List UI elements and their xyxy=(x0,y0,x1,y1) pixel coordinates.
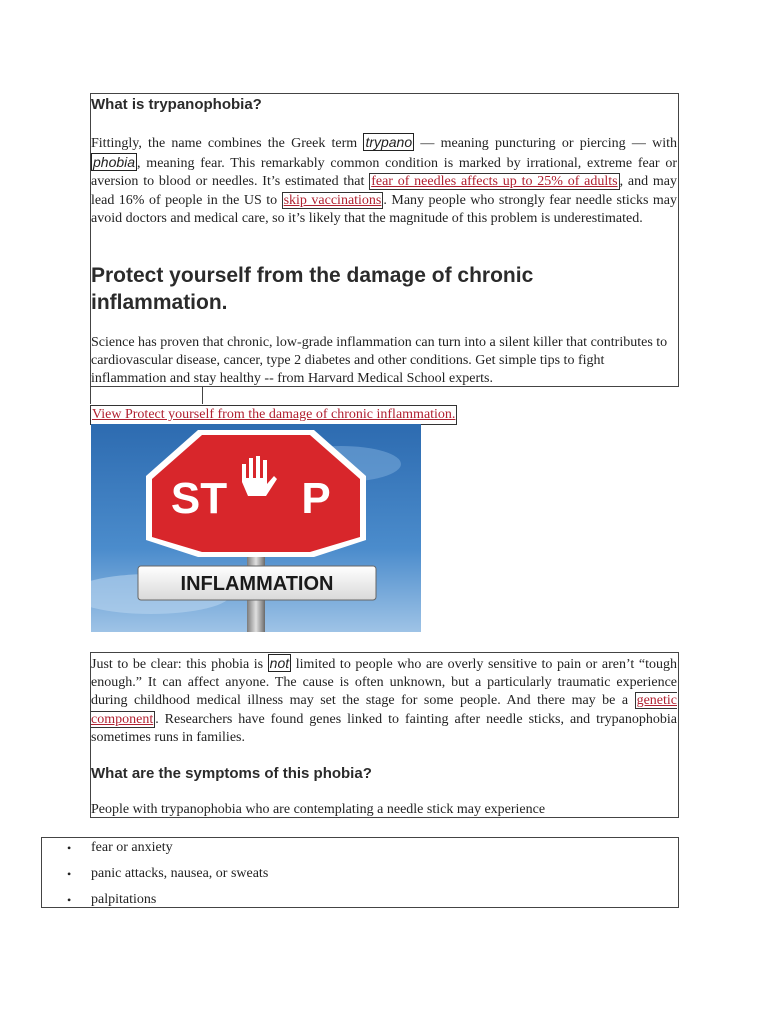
text-run: . Researchers have found genes linked to fainting after needle sticks, and trypanophobia sometimes runs in families. xyxy=(91,711,677,745)
link-genetic-component[interactable]: genetic component xyxy=(91,693,677,727)
link-fear-of-needles[interactable]: fear of needles affects up to 25% of adults xyxy=(371,174,618,190)
stop-inflammation-image xyxy=(91,424,421,632)
heading-symptoms: What are the symptoms of this phobia? xyxy=(91,765,372,782)
text-run: — meaning puncturing or piercing — with xyxy=(414,136,677,151)
plate-text: INFLAMMATION xyxy=(180,573,334,595)
section-causes xyxy=(90,652,679,818)
text-run: Fittingly, the name combines the Greek term xyxy=(91,136,364,151)
text-run: , and may lead 16% of people in the US to xyxy=(91,174,677,208)
list-item-text: panic attacks, nausea, or sweats xyxy=(91,866,269,881)
sign-text-left: ST xyxy=(170,474,228,523)
term-not: not xyxy=(269,655,290,671)
link-view-inflammation[interactable]: View Protect yourself from the damage of chronic inflammation. xyxy=(90,405,457,425)
text-run: Just to be clear: this phobia is xyxy=(91,657,268,672)
bullet-icon: • xyxy=(67,867,72,881)
symptoms-list-box xyxy=(41,837,679,908)
section-trypanophobia xyxy=(90,93,679,387)
heading-what-is-trypanophobia: What is trypanophobia? xyxy=(91,96,262,113)
bullet-icon: • xyxy=(67,893,72,907)
table-cell-divider xyxy=(90,386,203,404)
term-phobia: phobia xyxy=(93,154,136,171)
text-run: limited to people who are overly sensitive to pain or aren’t “tough enough.” It can affect anyone. The cause is often unknown, but a particularly traumatic experience during childhood medical illness may set the stage for some people. And there may be a xyxy=(91,657,677,709)
paragraph-inflammation: Science has proven that chronic, low-grade inflammation can turn into a silent killer that contributes to cardiovascular disease, cancer, type 2 diabetes and other conditions. Get simple tips to fight inflammation and stay healthy -- from Harvard Medical School experts. xyxy=(91,335,668,387)
heading-protect-yourself: Protect yourself from the damage of chronic inflammation. xyxy=(91,264,534,314)
paragraph-intro xyxy=(91,133,677,228)
list-item-text: palpitations xyxy=(91,892,157,907)
text-run: , meaning fear. This remarkably common condition is marked by irrational, extreme fear or aversion to blood or needles. It’s estimated that xyxy=(91,156,677,190)
list-item-text: fear or anxiety xyxy=(91,840,173,855)
bullet-icon: • xyxy=(67,841,72,855)
paragraph-symptoms-intro: People with trypanophobia who are contemplating a needle stick may experience xyxy=(91,802,546,817)
text-run: . Many people who strongly fear needle sticks may avoid doctors and medical care, so it’s likely that the magnitude of this problem is underestimated. xyxy=(91,192,677,226)
term-trypano: trypano xyxy=(365,134,413,150)
paragraph-causes xyxy=(91,654,677,747)
link-skip-vaccinations[interactable]: skip vaccinations xyxy=(283,192,382,208)
sign-text-right: P xyxy=(301,474,331,523)
